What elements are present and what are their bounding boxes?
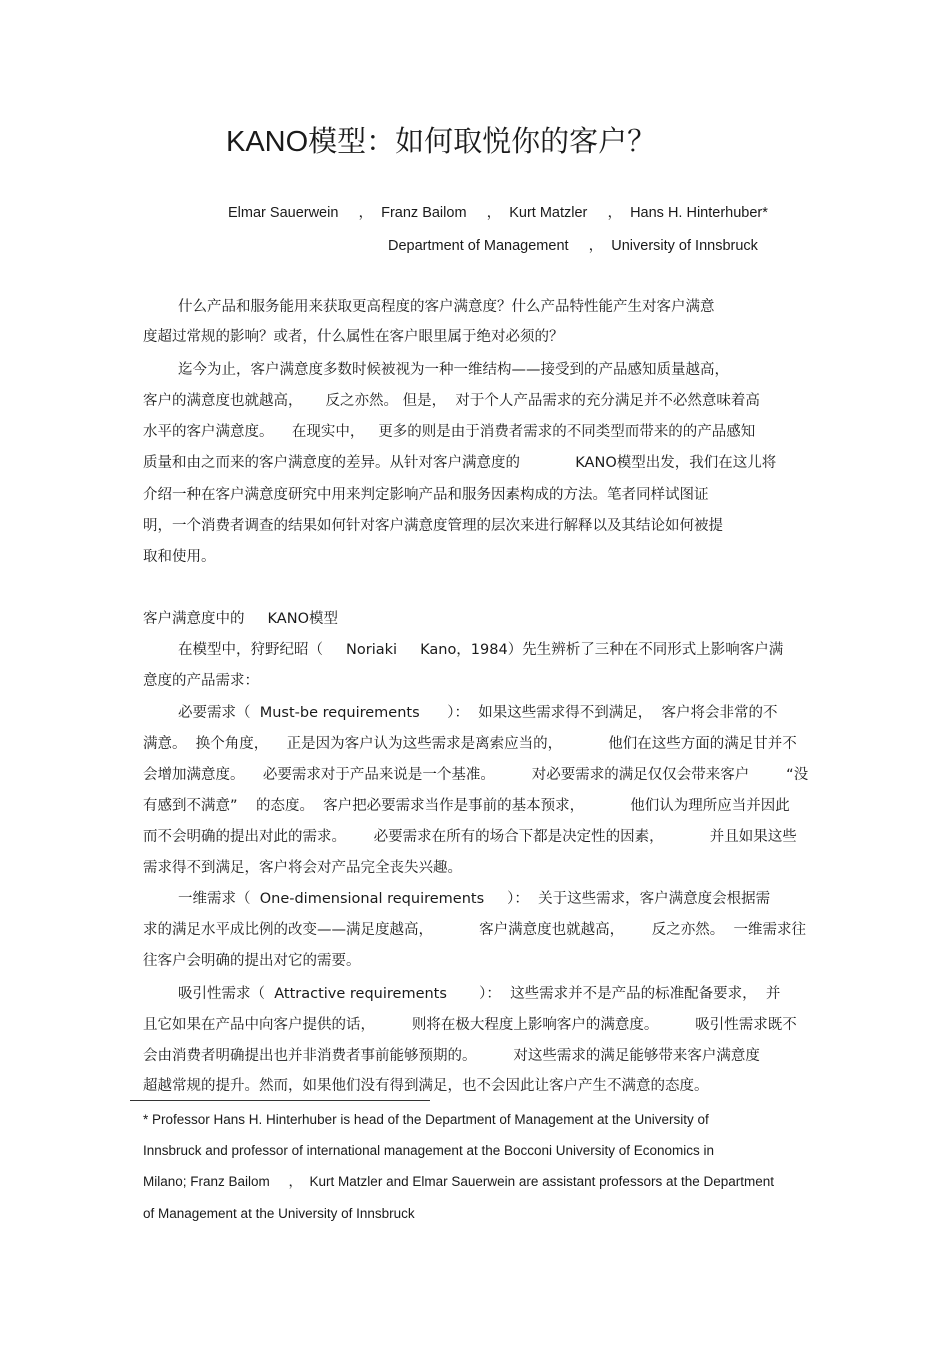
footnote-line: of Management at the University of Innsbruck bbox=[143, 1206, 415, 1221]
text-line: 水平的客户满意度。 在现实中， 更多的则是由于消费者需求的不同类型而带来的的产品感知 bbox=[143, 424, 756, 440]
text-line: 求的满足水平成比例的改变——满足度越高， 客户满意度也就越高， 反之亦然。 一维需求往 bbox=[143, 922, 806, 938]
text-line: 意度的产品需求： bbox=[143, 673, 259, 689]
author-list: Elmar Sauerwein ， Franz Bailom ， Kurt Matzler ， Hans H. Hinterhuber* bbox=[228, 205, 768, 221]
text-line: 超越常规的提升。然而，如果他们没有得到满足，也不会因此让客户产生不满意的态度。 bbox=[143, 1078, 709, 1094]
text-line: 满意。 换个角度， 正是因为客户认为这些需求是离索应当的， 他们在这些方面的满足甘并不 bbox=[143, 736, 797, 752]
text-line: 需求得不到满足，客户将会对产品完全丧失兴趣。 bbox=[143, 860, 462, 876]
footnote-line: Milano; Franz Bailom ， Kurt Matzler and Elmar Sauerwein are assistant professors at the Department bbox=[143, 1174, 775, 1189]
text-line: 而不会明确的提出对此的需求。 必要需求在所有的场合下都是决定性的因素， 并且如果这些 bbox=[143, 829, 797, 845]
footnote-line: Innsbruck and professor of international management at the Bocconi University of Economics in bbox=[143, 1143, 715, 1158]
text-line: 度超过常规的影响？或者，什么属性在客户眼里属于绝对必须的？ bbox=[143, 329, 564, 345]
text-line: 往客户会明确的提出对它的需要。 bbox=[143, 953, 361, 969]
section-heading: 客户满意度中的 KANO模型 bbox=[143, 611, 338, 627]
text-line: 迄今为止，客户满意度多数时候被视为一种一维结构——接受到的产品感知质量越高， bbox=[178, 362, 729, 378]
text-line: 介绍一种在客户满意度研究中用来判定影响产品和服务因素构成的方法。笔者同样试图证 bbox=[143, 487, 709, 503]
text-line: 客户的满意度也就越高， 反之亦然。 但是， 对于个人产品需求的充分满足并不必然意味着高 bbox=[143, 393, 760, 409]
text-line: 会由消费者明确提出也并非消费者事前能够预期的。 对这些需求的满足能够带来客户满意度 bbox=[143, 1048, 760, 1064]
text-line: 什么产品和服务能用来获取更高程度的客户满意度？什么产品特性能产生对客户满意 bbox=[178, 299, 715, 315]
footnote-line: * Professor Hans H. Hinterhuber is head of the Department of Management at the University of bbox=[143, 1112, 709, 1127]
footnote-divider bbox=[130, 1100, 430, 1101]
page-title: KANO模型：如何取悦你的客户？ bbox=[226, 126, 657, 158]
text-line: 且它如果在产品中向客户提供的话， 则将在极大程度上影响客户的满意度。 吸引性需求既不 bbox=[143, 1017, 797, 1033]
text-line: 必要需求（ Must-be requirements ）： 如果这些需求得不到满足， 客户将会非常的不 bbox=[178, 705, 778, 721]
text-line: 质量和由之而来的客户满意度的差异。从针对客户满意度的 KANO模型出发，我们在这儿将 bbox=[143, 455, 777, 471]
text-line: 明，一个消费者调查的结果如何针对客户满意度管理的层次来进行解释以及其结论如何被提 bbox=[143, 518, 723, 534]
text-line: 在模型中，狩野纪昭（ Noriaki Kano，1984）先生辨析了三种在不同形式上影响客户满 bbox=[178, 642, 784, 658]
text-line: 会增加满意度。 必要需求对于产品来说是一个基准。 对必要需求的满足仅仅会带来客户 “没 bbox=[143, 767, 809, 783]
text-line: 吸引性需求（ Attractive requirements ）： 这些需求并不是产品的标准配备要求， 并 bbox=[178, 986, 781, 1002]
text-line: 一维需求（ One-dimensional requirements ）： 关于这些需求，客户满意度会根据需 bbox=[178, 891, 771, 907]
text-line: 有感到不满意” 的态度。 客户把必要需求当作是事前的基本预求， 他们认为理所应当并因此 bbox=[143, 798, 790, 814]
text-line: 取和使用。 bbox=[143, 549, 216, 565]
affiliation: Department of Management ， University of Innsbruck bbox=[388, 238, 758, 254]
